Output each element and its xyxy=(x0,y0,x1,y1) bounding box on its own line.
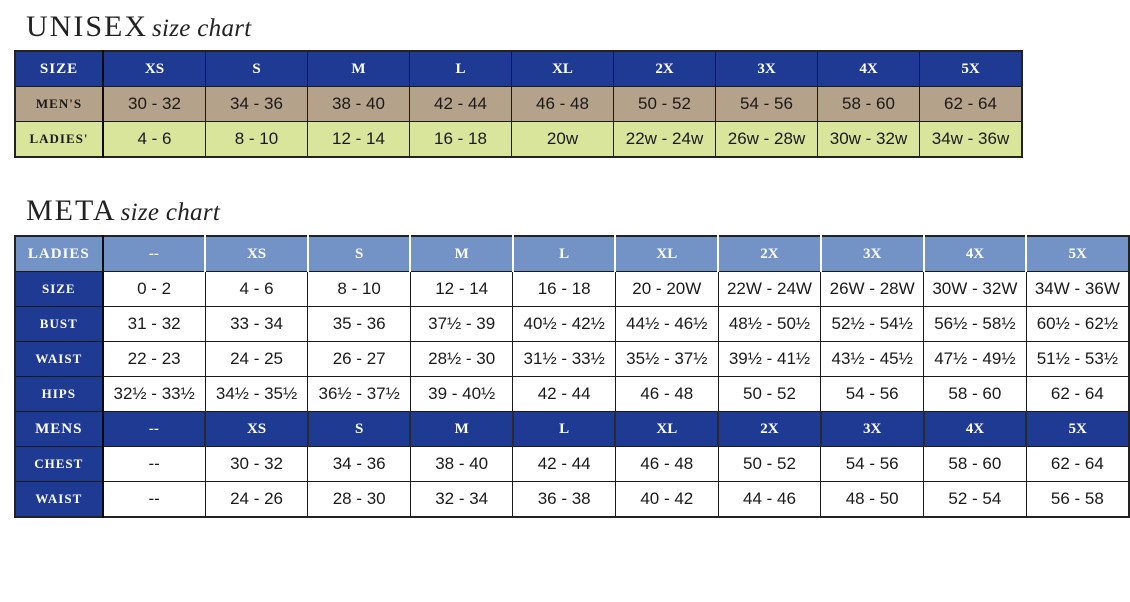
unisex-header-cell: XL xyxy=(512,51,614,87)
meta-bust-cell: 60½ - 62½ xyxy=(1026,307,1129,342)
meta-hips-cell: 34½ - 35½ xyxy=(205,377,308,412)
unisex-mens-row xyxy=(15,87,1022,122)
unisex-header-cell: 2X xyxy=(614,51,716,87)
unisex-title-main: UNISEX xyxy=(26,10,148,43)
meta-title-sub: size chart xyxy=(120,199,221,226)
meta-ladies-header-row xyxy=(15,236,1129,272)
meta-ladies-header-cell: 2X xyxy=(718,236,821,272)
unisex-mens-cell: 50 - 52 xyxy=(614,87,716,122)
meta-mens-header-label: MENS xyxy=(15,412,103,447)
unisex-ladies-cell: 26w - 28w xyxy=(716,122,818,158)
meta-size-table xyxy=(14,235,1130,518)
unisex-ladies-cell: 20w xyxy=(512,122,614,158)
meta-chest-cell: 42 - 44 xyxy=(513,447,616,482)
unisex-mens-cell: 42 - 44 xyxy=(410,87,512,122)
unisex-mens-cell: 58 - 60 xyxy=(818,87,920,122)
unisex-header-cell: S xyxy=(206,51,308,87)
unisex-header-label: SIZE xyxy=(15,51,103,87)
meta-bust-cell: 33 - 34 xyxy=(205,307,308,342)
meta-waist-cell: 47½ - 49½ xyxy=(924,342,1027,377)
meta-title xyxy=(26,196,220,226)
meta-ladies-header-cell: XL xyxy=(615,236,718,272)
meta-mens-waist-cell: 36 - 38 xyxy=(513,482,616,518)
meta-chest-cell: 46 - 48 xyxy=(615,447,718,482)
meta-waist-cell: 24 - 25 xyxy=(205,342,308,377)
meta-waist-cell: 28½ - 30 xyxy=(410,342,512,377)
meta-bust-row xyxy=(15,307,1129,342)
meta-hips-cell: 46 - 48 xyxy=(615,377,718,412)
meta-size-cell: 22W - 24W xyxy=(718,272,821,307)
meta-size-cell: 26W - 28W xyxy=(821,272,924,307)
unisex-mens-cell: 46 - 48 xyxy=(512,87,614,122)
unisex-ladies-label: LADIES' xyxy=(15,122,103,158)
meta-mens-waist-cell: 52 - 54 xyxy=(924,482,1027,518)
meta-chest-cell: 30 - 32 xyxy=(205,447,308,482)
unisex-ladies-cell: 30w - 32w xyxy=(818,122,920,158)
meta-hips-cell: 42 - 44 xyxy=(513,377,616,412)
meta-bust-cell: 40½ - 42½ xyxy=(513,307,616,342)
meta-mens-header-cell: 2X xyxy=(718,412,821,447)
meta-ladies-header-cell: 4X xyxy=(924,236,1027,272)
meta-ladies-header-cell: L xyxy=(513,236,616,272)
meta-chest-cell: 62 - 64 xyxy=(1026,447,1129,482)
meta-size-cell: 16 - 18 xyxy=(513,272,616,307)
meta-mens-waist-cell: 56 - 58 xyxy=(1026,482,1129,518)
unisex-ladies-row xyxy=(15,122,1022,158)
meta-mens-waist-cell: 48 - 50 xyxy=(821,482,924,518)
meta-bust-label: BUST xyxy=(15,307,103,342)
meta-ladies-header-cell: 5X xyxy=(1026,236,1129,272)
meta-mens-header-cell: 5X xyxy=(1026,412,1129,447)
meta-mens-header-cell: XL xyxy=(615,412,718,447)
unisex-mens-cell: 34 - 36 xyxy=(206,87,308,122)
meta-chest-cell: 38 - 40 xyxy=(410,447,512,482)
meta-chest-cell: 34 - 36 xyxy=(308,447,411,482)
meta-ladies-header-cell: -- xyxy=(103,236,206,272)
meta-ladies-header-cell: S xyxy=(308,236,411,272)
meta-mens-waist-cell: 32 - 34 xyxy=(410,482,512,518)
meta-bust-cell: 37½ - 39 xyxy=(410,307,512,342)
meta-mens-header-cell: L xyxy=(513,412,616,447)
unisex-mens-cell: 62 - 64 xyxy=(920,87,1023,122)
meta-bust-cell: 56½ - 58½ xyxy=(924,307,1027,342)
meta-mens-waist-row xyxy=(15,482,1129,518)
meta-bust-cell: 35 - 36 xyxy=(308,307,411,342)
unisex-header-cell: 4X xyxy=(818,51,920,87)
unisex-ladies-cell: 16 - 18 xyxy=(410,122,512,158)
meta-waist-row xyxy=(15,342,1129,377)
meta-size-cell: 12 - 14 xyxy=(410,272,512,307)
unisex-mens-label: MEN'S xyxy=(15,87,103,122)
meta-mens-header-cell: 3X xyxy=(821,412,924,447)
meta-waist-cell: 26 - 27 xyxy=(308,342,411,377)
meta-waist-cell: 35½ - 37½ xyxy=(615,342,718,377)
unisex-ladies-cell: 22w - 24w xyxy=(614,122,716,158)
meta-bust-cell: 44½ - 46½ xyxy=(615,307,718,342)
meta-mens-header-cell: XS xyxy=(205,412,308,447)
unisex-ladies-cell: 12 - 14 xyxy=(308,122,410,158)
meta-ladies-header-cell: XS xyxy=(205,236,308,272)
unisex-mens-cell: 38 - 40 xyxy=(308,87,410,122)
meta-mens-header-cell: -- xyxy=(103,412,206,447)
meta-ladies-header-cell: 3X xyxy=(821,236,924,272)
meta-bust-cell: 31 - 32 xyxy=(103,307,206,342)
meta-size-row xyxy=(15,272,1129,307)
meta-mens-waist-cell: 28 - 30 xyxy=(308,482,411,518)
unisex-header-cell: L xyxy=(410,51,512,87)
meta-title-main: META xyxy=(26,194,117,227)
meta-hips-label: HIPS xyxy=(15,377,103,412)
meta-mens-header-cell: S xyxy=(308,412,411,447)
meta-waist-cell: 51½ - 53½ xyxy=(1026,342,1129,377)
meta-hips-cell: 36½ - 37½ xyxy=(308,377,411,412)
unisex-header-cell: 5X xyxy=(920,51,1023,87)
meta-chest-cell: 50 - 52 xyxy=(718,447,821,482)
meta-mens-header-cell: 4X xyxy=(924,412,1027,447)
meta-size-label: SIZE xyxy=(15,272,103,307)
meta-size-cell: 4 - 6 xyxy=(205,272,308,307)
meta-mens-waist-cell: -- xyxy=(103,482,206,518)
meta-hips-row xyxy=(15,377,1129,412)
unisex-header-cell: M xyxy=(308,51,410,87)
unisex-mens-cell: 54 - 56 xyxy=(716,87,818,122)
meta-size-cell: 8 - 10 xyxy=(308,272,411,307)
meta-mens-waist-cell: 24 - 26 xyxy=(205,482,308,518)
meta-hips-cell: 39 - 40½ xyxy=(410,377,512,412)
meta-size-cell: 20 - 20W xyxy=(615,272,718,307)
meta-mens-waist-cell: 44 - 46 xyxy=(718,482,821,518)
unisex-title xyxy=(26,12,252,42)
meta-hips-cell: 50 - 52 xyxy=(718,377,821,412)
meta-size-cell: 0 - 2 xyxy=(103,272,206,307)
meta-waist-cell: 22 - 23 xyxy=(103,342,206,377)
meta-chest-label: CHEST xyxy=(15,447,103,482)
meta-hips-cell: 58 - 60 xyxy=(924,377,1027,412)
unisex-header-cell: 3X xyxy=(716,51,818,87)
meta-ladies-header-label: LADIES xyxy=(15,236,103,272)
unisex-title-sub: size chart xyxy=(152,15,252,42)
meta-size-cell: 34W - 36W xyxy=(1026,272,1129,307)
meta-mens-header-row xyxy=(15,412,1129,447)
meta-size-cell: 30W - 32W xyxy=(924,272,1027,307)
meta-waist-cell: 39½ - 41½ xyxy=(718,342,821,377)
meta-waist-cell: 31½ - 33½ xyxy=(513,342,616,377)
meta-hips-cell: 54 - 56 xyxy=(821,377,924,412)
meta-ladies-header-cell: M xyxy=(410,236,512,272)
unisex-size-table xyxy=(14,50,1023,158)
meta-mens-header-cell: M xyxy=(410,412,512,447)
meta-mens-waist-label: WAIST xyxy=(15,482,103,518)
meta-bust-cell: 52½ - 54½ xyxy=(821,307,924,342)
meta-waist-label: WAIST xyxy=(15,342,103,377)
unisex-ladies-cell: 4 - 6 xyxy=(103,122,206,158)
meta-chest-cell: 54 - 56 xyxy=(821,447,924,482)
meta-waist-cell: 43½ - 45½ xyxy=(821,342,924,377)
unisex-header-row xyxy=(15,51,1022,87)
meta-hips-cell: 32½ - 33½ xyxy=(103,377,206,412)
meta-bust-cell: 48½ - 50½ xyxy=(718,307,821,342)
meta-hips-cell: 62 - 64 xyxy=(1026,377,1129,412)
unisex-mens-cell: 30 - 32 xyxy=(103,87,206,122)
meta-chest-row xyxy=(15,447,1129,482)
meta-chest-cell: -- xyxy=(103,447,206,482)
unisex-header-cell: XS xyxy=(103,51,206,87)
unisex-ladies-cell: 8 - 10 xyxy=(206,122,308,158)
unisex-ladies-cell: 34w - 36w xyxy=(920,122,1023,158)
meta-mens-waist-cell: 40 - 42 xyxy=(615,482,718,518)
meta-chest-cell: 58 - 60 xyxy=(924,447,1027,482)
